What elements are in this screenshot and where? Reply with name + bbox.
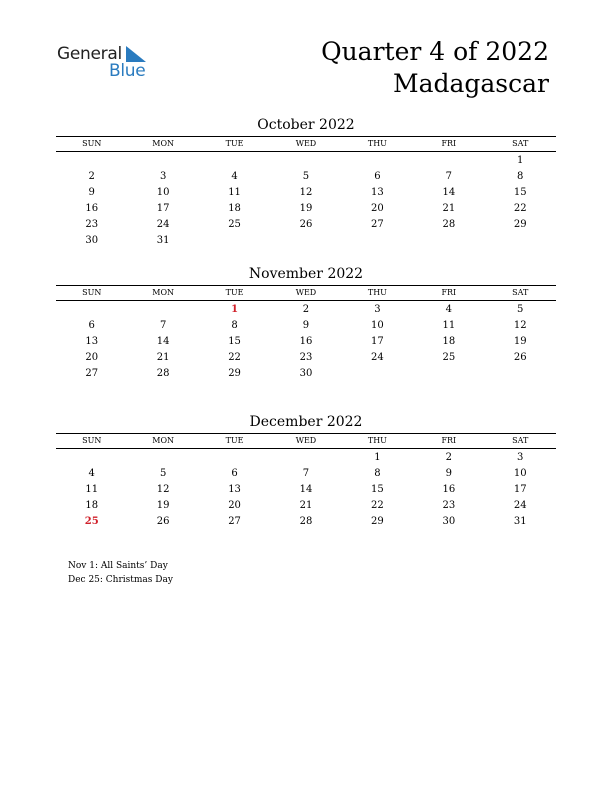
day-cell: 25 — [442, 352, 456, 363]
empty-day-cell — [270, 233, 341, 249]
day-cell: 4 — [445, 304, 452, 315]
day-cell: 17 — [371, 336, 384, 347]
day-cell: 21 — [156, 352, 170, 363]
weekday-label: WED — [295, 436, 317, 445]
day-cell: 1 — [374, 452, 381, 463]
day-cell: 30 — [85, 235, 99, 246]
day-cell: 12 — [299, 187, 313, 198]
day-cell: 12 — [513, 320, 527, 331]
day-cell: 20 — [371, 203, 384, 214]
day-cell: 28 — [156, 368, 170, 379]
week-row — [56, 201, 556, 217]
page-title — [321, 36, 549, 100]
month-calendar-december — [56, 412, 556, 530]
month-title: October 2022 — [257, 117, 355, 133]
logo-triangle-icon — [124, 46, 146, 62]
day-cell: 4 — [231, 171, 238, 182]
week-row — [56, 450, 556, 466]
empty-day-cell — [56, 153, 127, 169]
holiday-day-cell: 25 — [84, 516, 99, 527]
day-cell: 11 — [85, 484, 99, 495]
day-cell: 12 — [156, 484, 170, 495]
day-cell: 15 — [513, 187, 527, 198]
weekday-label: FRI — [441, 436, 457, 445]
weekday-header-row — [56, 433, 556, 449]
day-cell: 14 — [442, 187, 456, 198]
day-cell: 15 — [371, 484, 384, 495]
day-cell: 7 — [302, 468, 310, 479]
day-cell: 13 — [371, 187, 384, 198]
empty-day-cell — [199, 450, 270, 466]
month-calendar-november — [56, 264, 556, 382]
month-title: November 2022 — [248, 266, 364, 282]
weekday-label: THU — [367, 139, 387, 148]
day-cell: 16 — [442, 484, 456, 495]
week-row — [56, 482, 556, 498]
weekday-label: SUN — [82, 139, 102, 148]
day-cell: 19 — [513, 336, 527, 347]
weekday-label: MON — [152, 288, 174, 297]
weekday-label: WED — [295, 288, 317, 297]
empty-day-cell — [127, 153, 198, 169]
empty-day-cell — [270, 450, 341, 466]
day-cell: 7 — [159, 320, 167, 331]
day-cell: 29 — [371, 516, 384, 527]
day-cell: 22 — [371, 500, 384, 511]
empty-day-cell — [342, 233, 413, 249]
weekday-label: SUN — [82, 436, 102, 445]
day-cell: 24 — [371, 352, 384, 363]
logo-text-general: General — [57, 44, 122, 64]
day-cell: 3 — [159, 171, 167, 182]
holiday-note: Nov 1: All Saints’ Day — [68, 561, 168, 571]
day-cell: 10 — [371, 320, 384, 331]
day-cell: 14 — [299, 484, 313, 495]
day-cell: 3 — [517, 452, 524, 463]
empty-day-cell — [413, 153, 484, 169]
country-title: Madagascar — [392, 69, 549, 98]
day-cell: 22 — [513, 203, 527, 214]
day-cell: 2 — [445, 452, 452, 463]
weekday-label: TUE — [225, 139, 244, 148]
day-cell: 30 — [442, 516, 456, 527]
week-row — [56, 466, 556, 482]
weekday-label: SAT — [512, 436, 529, 445]
day-cell: 18 — [85, 500, 99, 511]
day-cell: 14 — [156, 336, 170, 347]
weekday-label: THU — [367, 288, 387, 297]
day-cell: 28 — [299, 516, 313, 527]
weekday-label: TUE — [225, 288, 244, 297]
day-cell: 2 — [88, 171, 95, 182]
day-cell: 15 — [228, 336, 241, 347]
empty-day-cell — [342, 366, 413, 382]
weekday-label: MON — [152, 139, 174, 148]
day-cell: 13 — [85, 336, 99, 347]
quarter-title: Quarter 4 of 2022 — [321, 37, 549, 66]
day-cell: 17 — [156, 203, 170, 214]
day-cell: 6 — [374, 171, 381, 182]
day-cell: 5 — [159, 468, 167, 479]
day-cell: 29 — [513, 219, 527, 230]
day-cell: 19 — [156, 500, 170, 511]
day-cell: 31 — [513, 516, 527, 527]
day-cell: 16 — [85, 203, 99, 214]
day-cell: 27 — [85, 368, 99, 379]
weekday-label: FRI — [441, 288, 457, 297]
day-cell: 29 — [228, 368, 241, 379]
day-cell: 10 — [513, 468, 527, 479]
day-cell: 5 — [302, 171, 310, 182]
month-title: December 2022 — [249, 414, 363, 430]
weekday-label: THU — [367, 436, 387, 445]
day-cell: 27 — [228, 516, 241, 527]
day-cell: 23 — [85, 219, 99, 230]
day-cell: 23 — [442, 500, 456, 511]
week-row — [56, 217, 556, 233]
empty-day-cell — [127, 450, 198, 466]
week-row — [56, 514, 556, 530]
day-cell: 9 — [302, 320, 310, 331]
empty-day-cell — [270, 153, 341, 169]
day-cell: 22 — [228, 352, 241, 363]
logo-text-blue: Blue — [109, 61, 146, 81]
weekday-label: MON — [152, 436, 174, 445]
weekday-label: FRI — [441, 139, 457, 148]
week-row — [56, 153, 556, 169]
empty-day-cell — [485, 233, 556, 249]
empty-day-cell — [485, 366, 556, 382]
day-cell: 8 — [374, 468, 381, 479]
empty-day-cell — [413, 233, 484, 249]
empty-day-cell — [413, 366, 484, 382]
weekday-label: TUE — [225, 436, 244, 445]
day-cell: 24 — [156, 219, 170, 230]
day-cell: 3 — [374, 304, 381, 315]
day-cell: 7 — [445, 171, 452, 182]
weekday-label: SAT — [512, 288, 529, 297]
empty-day-cell — [199, 153, 270, 169]
day-cell: 11 — [442, 320, 456, 331]
week-row — [56, 169, 556, 185]
empty-day-cell — [199, 233, 270, 249]
empty-day-cell — [127, 302, 198, 318]
weekday-label: SAT — [512, 139, 529, 148]
day-cell: 10 — [156, 187, 170, 198]
day-cell: 18 — [442, 336, 456, 347]
day-cell: 28 — [442, 219, 456, 230]
month-calendar-october — [56, 115, 556, 249]
day-cell: 4 — [88, 468, 95, 479]
day-cell: 25 — [228, 219, 241, 230]
week-row — [56, 350, 556, 366]
week-row — [56, 185, 556, 201]
week-row — [56, 318, 556, 334]
week-row — [56, 366, 556, 382]
week-row — [56, 334, 556, 350]
day-cell: 30 — [299, 368, 313, 379]
day-cell: 21 — [442, 203, 456, 214]
empty-day-cell — [342, 153, 413, 169]
weekday-header-row — [56, 285, 556, 301]
weekday-header-row — [56, 136, 556, 152]
day-cell: 6 — [231, 468, 238, 479]
day-cell: 27 — [371, 219, 384, 230]
holiday-notes — [68, 559, 173, 587]
day-cell: 26 — [299, 219, 313, 230]
day-cell: 16 — [299, 336, 313, 347]
day-cell: 9 — [88, 187, 95, 198]
day-cell: 31 — [156, 235, 170, 246]
weekday-label: WED — [295, 139, 317, 148]
day-cell: 8 — [517, 171, 524, 182]
week-row — [56, 233, 556, 249]
day-cell: 6 — [88, 320, 95, 331]
holiday-note: Dec 25: Christmas Day — [68, 575, 173, 585]
day-cell: 5 — [517, 304, 524, 315]
day-cell: 23 — [299, 352, 313, 363]
day-cell: 8 — [231, 320, 238, 331]
empty-day-cell — [56, 450, 127, 466]
day-cell: 24 — [513, 500, 527, 511]
empty-day-cell — [56, 302, 127, 318]
day-cell: 2 — [302, 304, 310, 315]
day-cell: 18 — [228, 203, 241, 214]
holiday-day-cell: 1 — [231, 304, 239, 315]
weekday-label: SUN — [82, 288, 102, 297]
week-row — [56, 302, 556, 318]
day-cell: 11 — [228, 187, 241, 198]
day-cell: 19 — [299, 203, 313, 214]
logo — [57, 42, 157, 82]
day-cell: 17 — [513, 484, 527, 495]
day-cell: 13 — [228, 484, 241, 495]
week-row — [56, 498, 556, 514]
day-cell: 9 — [445, 468, 452, 479]
day-cell: 26 — [513, 352, 527, 363]
day-cell: 21 — [299, 500, 313, 511]
day-cell: 26 — [156, 516, 170, 527]
day-cell: 20 — [85, 352, 99, 363]
day-cell: 20 — [228, 500, 241, 511]
day-cell: 1 — [517, 155, 524, 166]
